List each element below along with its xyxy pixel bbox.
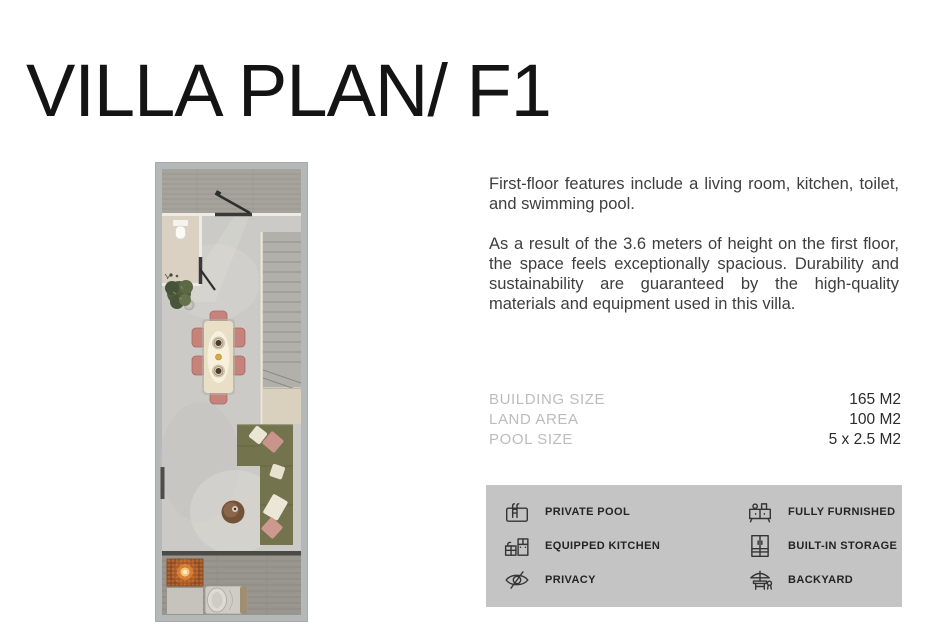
floor-plan-drawing [155,162,308,622]
feature-fully-furnished [745,495,897,529]
floor-plan-image [155,162,308,622]
feature-label: BACKYARD [788,574,854,586]
intro-paragraph: First-floor features include a living room, kitchen, toilet, and swimming pool. [489,175,899,213]
spec-label: BUILDING SIZE [489,391,606,408]
backyard-icon [745,565,775,595]
page-title: VILLA PLAN/ F1 [26,49,551,132]
spec-value: 5 x 2.5 M2 [828,431,901,448]
spec-row-pool-size [489,430,901,450]
spec-value: 165 M2 [849,391,901,408]
feature-backyard [745,563,897,597]
equipped-kitchen-icon [502,531,532,561]
feature-privacy [502,563,745,597]
feature-built-in-storage [745,529,897,563]
spec-label: LAND AREA [489,411,579,428]
spec-row-land-area [489,410,901,430]
feature-label: EQUIPPED KITCHEN [545,540,661,552]
feature-label: BUILT-IN STORAGE [788,540,898,552]
private-pool-icon [502,497,532,527]
feature-equipped-kitchen [502,529,745,563]
spec-value: 100 M2 [849,411,901,428]
privacy-icon [502,565,532,595]
features-box [486,485,902,607]
feature-label: PRIVACY [545,574,596,586]
specs-table [489,390,901,450]
details-paragraph: As a result of the 3.6 meters of height on the first floor, the space feels exceptionally spacious. Durability and sustainability are guaranteed by the high-quality materials and equipment used in this villa. [489,235,899,313]
feature-private-pool [502,495,745,529]
fully-furnished-icon [745,497,775,527]
spec-label: POOL SIZE [489,431,574,448]
spec-row-building-size [489,390,901,410]
feature-label: PRIVATE POOL [545,506,631,518]
built-in-storage-icon [745,531,775,561]
feature-label: FULLY FURNISHED [788,506,896,518]
